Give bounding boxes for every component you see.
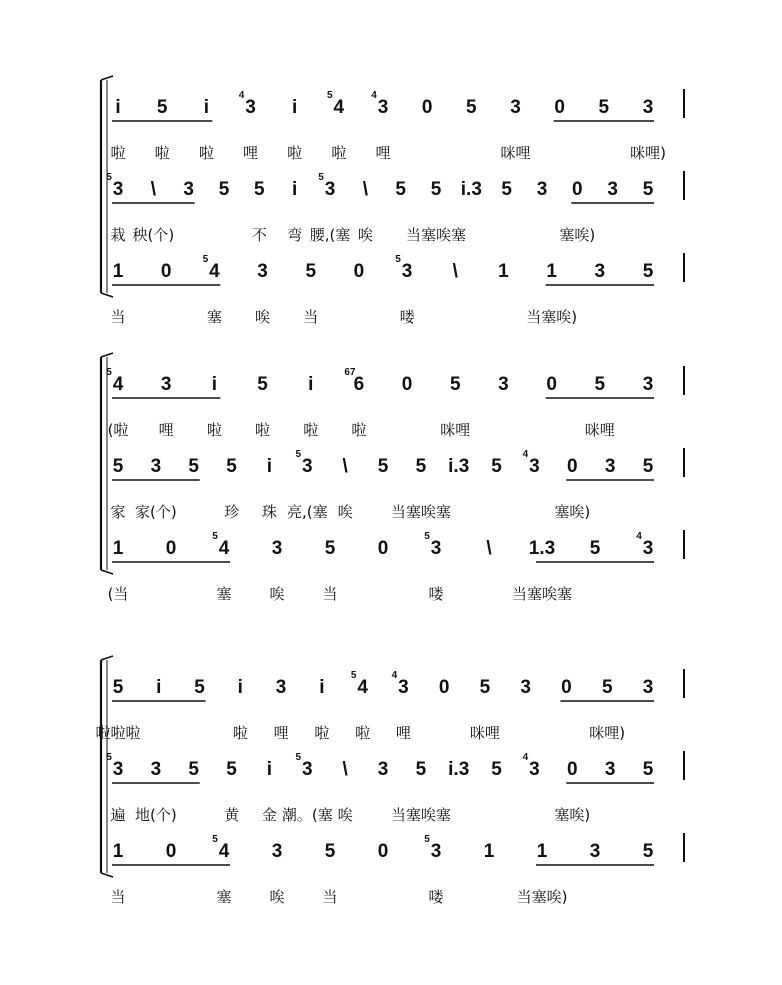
note: i xyxy=(237,677,243,698)
grace-note: 5 xyxy=(295,752,302,763)
note: 0 xyxy=(353,261,365,282)
note: 5 xyxy=(305,261,317,282)
note: 3 xyxy=(271,841,283,862)
note: 6 xyxy=(353,374,365,395)
note: 5 xyxy=(501,179,512,200)
part-3 xyxy=(110,833,684,906)
lyric-syllable: 哩 xyxy=(242,144,259,162)
note: 5 xyxy=(642,456,654,477)
note: 5 xyxy=(254,179,265,200)
note: 3 xyxy=(398,677,409,698)
lyric-syllable: 珠 xyxy=(261,503,277,521)
lyric-syllable: 塞 xyxy=(206,308,222,326)
note: 4 xyxy=(209,261,220,282)
part-2 xyxy=(106,171,684,244)
note: 5 xyxy=(642,841,654,862)
note: 5 xyxy=(491,456,502,477)
lyric-syllable: 塞 xyxy=(216,888,232,906)
lyric-syllable: 遍 xyxy=(110,806,126,824)
note: 4 xyxy=(218,841,230,862)
note: i xyxy=(292,179,298,200)
note: 0 xyxy=(165,841,177,862)
note: \ xyxy=(342,759,348,780)
note: 4 xyxy=(333,97,345,118)
note: 3 xyxy=(642,97,654,118)
note: i xyxy=(308,374,314,395)
lyric-syllable: 塞唉) xyxy=(559,226,596,244)
lyric-syllable: 啦 xyxy=(355,724,371,742)
lyric-syllable: 当塞唉塞 xyxy=(390,806,451,824)
lyric-syllable: 当塞唉) xyxy=(526,308,578,326)
grace-note: 5 xyxy=(350,670,357,681)
lyric-syllable: 喽 xyxy=(428,585,444,603)
note: 3 xyxy=(529,759,540,780)
lyric-syllable: 当 xyxy=(322,585,338,603)
lyric-syllable: (啦 xyxy=(107,421,129,439)
grace-note: 4 xyxy=(522,449,529,460)
lyric-syllable: 亮,(塞 xyxy=(286,503,328,521)
note: 5 xyxy=(377,456,389,477)
lyric-syllable: 唉 xyxy=(255,308,271,326)
note: 3 xyxy=(112,759,124,780)
lyric-syllable: 地(个) xyxy=(134,806,177,824)
part-3 xyxy=(110,253,684,326)
lyric-syllable: 啦 xyxy=(255,421,271,439)
lyric-syllable: 喽 xyxy=(428,888,444,906)
lyric-syllable: 家 xyxy=(110,503,126,521)
system-bracket-hook xyxy=(101,873,113,877)
grace-note: 4 xyxy=(238,90,245,101)
note: i xyxy=(156,677,162,698)
lyric-syllable: 腰,(塞 xyxy=(309,226,351,244)
note: i.3 xyxy=(448,759,470,780)
grace-note: 5 xyxy=(318,172,324,183)
note: 5 xyxy=(601,677,613,698)
lyric-syllable: 当塞唉塞 xyxy=(390,503,451,521)
note: i xyxy=(203,97,209,118)
note: 3 xyxy=(510,97,521,118)
note: 5 xyxy=(324,538,336,559)
note: 3 xyxy=(160,374,172,395)
lyric-syllable: 唉 xyxy=(357,226,373,244)
note: 0 xyxy=(377,841,389,862)
note: 4 xyxy=(112,374,124,395)
note: 3 xyxy=(604,759,616,780)
note: i xyxy=(266,456,273,477)
note: 1 xyxy=(483,841,495,862)
lyric-syllable: 啦 xyxy=(331,144,347,162)
score-system-3 xyxy=(95,656,684,906)
lyric-syllable: 塞唉) xyxy=(554,806,591,824)
note: 3 xyxy=(430,841,442,862)
grace-note: 5 xyxy=(106,172,112,183)
lyric-syllable: 秧(个) xyxy=(132,226,175,244)
note: 1 xyxy=(112,841,124,862)
lyric-syllable: 喽 xyxy=(399,308,415,326)
note: i.3 xyxy=(460,179,482,200)
lyric-syllable: 哩 xyxy=(375,144,391,162)
lyric-syllable: 啦 xyxy=(198,144,214,162)
note: 0 xyxy=(561,677,572,698)
lyric-syllable: 黄 xyxy=(224,806,240,824)
grace-note: 5 xyxy=(424,834,430,845)
note: i xyxy=(292,97,298,118)
note: 3 xyxy=(589,841,601,862)
note: 3 xyxy=(150,759,162,780)
lyric-syllable: 咪哩 xyxy=(440,421,471,439)
note: 0 xyxy=(438,677,450,698)
lyric-syllable: 咪哩 xyxy=(584,421,615,439)
lyric-syllable: 唉 xyxy=(337,806,353,824)
lyric-syllable: 唉 xyxy=(337,503,353,521)
note: 3 xyxy=(377,759,389,780)
note: 5 xyxy=(594,374,606,395)
note: 5 xyxy=(226,759,237,780)
note: \ xyxy=(150,179,156,200)
note: 0 xyxy=(554,97,565,118)
note: \ xyxy=(452,261,458,282)
lyric-syllable: 啦 xyxy=(351,421,367,439)
system-bracket-hook xyxy=(101,656,113,660)
note: 4 xyxy=(218,538,230,559)
lyric-syllable: 啦 xyxy=(154,144,170,162)
note: 5 xyxy=(430,179,442,200)
system-bracket-hook xyxy=(101,76,113,80)
note: 3 xyxy=(642,677,654,698)
note: 3 xyxy=(604,456,616,477)
note: 0 xyxy=(377,538,389,559)
grace-note: 5 xyxy=(327,90,333,101)
lyric-syllable: 哩 xyxy=(273,724,289,742)
note: 3 xyxy=(401,261,413,282)
note: i xyxy=(319,677,325,698)
grace-note: 5 xyxy=(424,531,430,542)
system-bracket-hook xyxy=(101,293,113,297)
note: 3 xyxy=(377,97,389,118)
lyric-syllable: 潮。(塞 xyxy=(281,806,333,824)
note: 1 xyxy=(546,261,557,282)
note: 1.3 xyxy=(528,538,556,559)
lyric-syllable: 栽 xyxy=(110,226,126,244)
lyric-syllable: 哩 xyxy=(158,421,174,439)
lyric-syllable: 塞唉) xyxy=(554,503,591,521)
note: 0 xyxy=(566,456,578,477)
note: 5 xyxy=(415,759,427,780)
note: 3 xyxy=(150,456,162,477)
note: 3 xyxy=(642,538,654,559)
note: 3 xyxy=(607,179,618,200)
system-bracket-hook xyxy=(101,570,113,574)
note: 5 xyxy=(324,841,336,862)
note: 3 xyxy=(112,179,124,200)
note: 1 xyxy=(498,261,509,282)
note: 5 xyxy=(226,456,237,477)
grace-note: 5 xyxy=(395,254,401,265)
note: 0 xyxy=(566,759,578,780)
note: 0 xyxy=(421,97,433,118)
note: 5 xyxy=(112,677,124,698)
note: 3 xyxy=(183,179,194,200)
note: 5 xyxy=(188,759,200,780)
note: 1 xyxy=(536,841,548,862)
note: 3 xyxy=(498,374,509,395)
lyric-syllable: 咪哩 xyxy=(469,724,500,742)
note: 3 xyxy=(520,677,531,698)
note: 3 xyxy=(257,261,268,282)
grace-note: 4 xyxy=(371,90,377,101)
grace-note: 5 xyxy=(212,834,218,845)
note: 3 xyxy=(536,179,548,200)
note: 5 xyxy=(218,179,230,200)
lyric-syllable: 啦 xyxy=(287,144,303,162)
part-2 xyxy=(106,751,684,824)
note: 5 xyxy=(589,538,601,559)
note: 5 xyxy=(466,97,477,118)
lyric-syllable: 啦 xyxy=(314,724,330,742)
lyric-syllable: 啦 xyxy=(232,724,248,742)
lyric-syllable: 咪哩 xyxy=(500,144,531,162)
lyric-syllable: 啦啦啦 xyxy=(95,724,141,742)
lyric-syllable: 当 xyxy=(303,308,319,326)
note: 0 xyxy=(572,179,583,200)
grace-note: 4 xyxy=(522,752,529,763)
grace-note: 5 xyxy=(295,449,302,460)
lyric-syllable: 咪哩) xyxy=(630,144,666,162)
note: 0 xyxy=(160,261,172,282)
lyric-syllable: 哩 xyxy=(395,724,411,742)
note: 5 xyxy=(642,261,654,282)
note: \ xyxy=(486,538,492,559)
grace-note: 67 xyxy=(344,367,356,378)
lyric-syllable: 金 xyxy=(261,806,277,824)
note: 5 xyxy=(479,677,491,698)
note: 5 xyxy=(642,759,654,780)
note: \ xyxy=(342,456,348,477)
note: 3 xyxy=(245,97,256,118)
system-bracket-hook xyxy=(101,353,113,357)
note: 0 xyxy=(165,538,177,559)
lyric-syllable: 当 xyxy=(322,888,338,906)
note: 5 xyxy=(491,759,502,780)
part-1 xyxy=(110,89,684,162)
note: 3 xyxy=(594,261,606,282)
note: 5 xyxy=(395,179,406,200)
lyric-syllable: (当 xyxy=(107,585,129,603)
note: 0 xyxy=(546,374,557,395)
note: 5 xyxy=(415,456,427,477)
lyric-syllable: 啦 xyxy=(303,421,319,439)
note: 4 xyxy=(357,677,368,698)
note: i xyxy=(115,97,121,118)
lyric-syllable: 当 xyxy=(110,308,126,326)
lyric-syllable: 珍 xyxy=(224,503,240,521)
note: 3 xyxy=(301,456,313,477)
note: 3 xyxy=(529,456,540,477)
note: 3 xyxy=(430,538,442,559)
note: 3 xyxy=(301,759,313,780)
lyric-syllable: 咪哩) xyxy=(589,724,626,742)
lyric-syllable: 当 xyxy=(110,888,126,906)
lyric-syllable: 家(个) xyxy=(134,503,177,521)
lyric-syllable: 当塞唉塞 xyxy=(405,226,467,244)
grace-note: 4 xyxy=(391,670,398,681)
score-system-2 xyxy=(101,353,684,603)
lyric-syllable: 当塞唉塞 xyxy=(511,585,573,603)
part-2 xyxy=(110,448,684,521)
note: i.3 xyxy=(448,456,470,477)
lyric-syllable: 唉 xyxy=(269,888,285,906)
grace-note: 5 xyxy=(106,752,112,763)
note: 5 xyxy=(257,374,268,395)
part-1 xyxy=(106,366,684,439)
note: 3 xyxy=(642,374,654,395)
part-1 xyxy=(95,669,684,742)
note: 3 xyxy=(275,677,287,698)
note: 5 xyxy=(449,374,461,395)
grace-note: 5 xyxy=(212,531,218,542)
grace-note: 5 xyxy=(202,254,209,265)
note: 0 xyxy=(401,374,413,395)
note: 5 xyxy=(188,456,200,477)
note: \ xyxy=(362,179,368,200)
note: 5 xyxy=(642,179,654,200)
lyric-syllable: 当塞唉) xyxy=(516,888,568,906)
score-system-1 xyxy=(101,76,684,326)
note: 3 xyxy=(271,538,283,559)
lyric-syllable: 啦 xyxy=(206,421,222,439)
note: 5 xyxy=(598,97,610,118)
part-3 xyxy=(108,530,684,603)
note: 1 xyxy=(112,538,124,559)
note: i xyxy=(266,759,273,780)
grace-note: 4 xyxy=(636,531,642,542)
note: 3 xyxy=(324,179,336,200)
lyric-syllable: 不 xyxy=(251,226,267,244)
lyric-syllable: 唉 xyxy=(269,585,285,603)
note: 5 xyxy=(112,456,124,477)
note: 1 xyxy=(112,261,124,282)
lyric-syllable: 啦 xyxy=(110,144,126,162)
grace-note: 5 xyxy=(106,367,112,378)
lyric-syllable: 弯 xyxy=(287,226,303,244)
lyric-syllable: 塞 xyxy=(216,585,232,603)
note: 5 xyxy=(156,97,168,118)
note: 5 xyxy=(194,677,205,698)
note: i xyxy=(211,374,218,395)
